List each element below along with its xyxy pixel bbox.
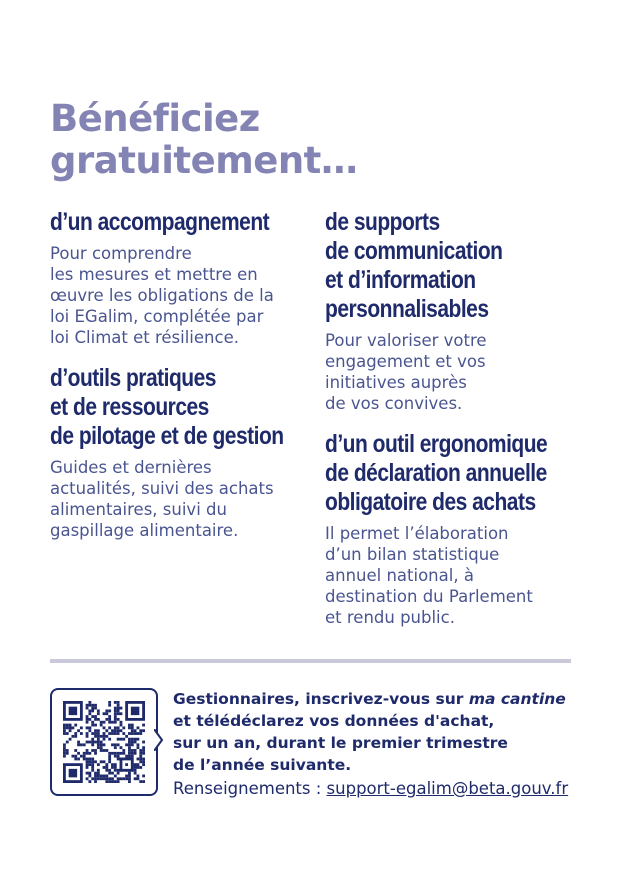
text-line: Pour valoriser votre: [325, 331, 487, 350]
heading-line: personnalisables: [325, 295, 489, 323]
heading-line: de pilotage et de gestion: [50, 422, 284, 450]
benefit-outil-declaration: [325, 430, 575, 628]
text-line: d’un bilan statistique: [325, 545, 500, 564]
text-line: destination du Parlement: [325, 587, 533, 606]
right-column: [325, 208, 575, 644]
text-line: actualités, suivi des achats: [50, 479, 274, 498]
text-line: et rendu public.: [325, 608, 455, 627]
heading-line: d’un accompagnement: [50, 208, 270, 236]
benefit-text: [50, 457, 300, 541]
text-line: loi EGalim, complétée par: [50, 307, 264, 326]
text-line: gaspillage alimentaire.: [50, 521, 239, 540]
text-line: engagement et vos: [325, 352, 486, 371]
text-line: les mesures et mettre en: [50, 265, 258, 284]
heading-line: de supports: [325, 208, 440, 236]
pointer-arrow-icon: [154, 729, 164, 751]
heading-line: de communication: [325, 237, 503, 265]
left-column: [50, 208, 300, 557]
contact-info: [173, 779, 568, 798]
cta-line: et télédéclarez vos données d'achat,: [173, 712, 495, 730]
text-line: de vos convives.: [325, 394, 463, 413]
benefit-text: [325, 523, 575, 628]
benefit-text: [325, 330, 575, 414]
text-line: annuel national, à: [325, 566, 474, 585]
title-line: gratuitement…: [50, 139, 358, 182]
text-line: Pour comprendre: [50, 244, 192, 263]
benefit-text: [50, 243, 300, 348]
benefit-heading: [50, 364, 302, 451]
contact-label: Renseignements :: [173, 779, 327, 798]
benefit-accompagnement: [50, 208, 300, 348]
text-line: initiatives auprès: [325, 373, 467, 392]
heading-line: et de ressources: [50, 393, 209, 421]
support-email-link[interactable]: support-egalim@beta.gouv.fr: [326, 779, 569, 798]
section-divider: [50, 659, 571, 663]
ma-cantine-link[interactable]: ma cantine: [468, 690, 566, 708]
page-title: [50, 98, 357, 182]
text-line: œuvre les obligations de la: [50, 286, 274, 305]
text-line: loi Climat et résilience.: [50, 328, 239, 347]
cta-line: sur un an, durant le premier trimestre: [173, 734, 508, 752]
heading-line: de déclaration annuelle: [325, 459, 547, 487]
cta-line: de l’année suivante.: [173, 756, 352, 774]
cta-text: Gestionnaires, inscrivez-vous sur: [173, 690, 469, 708]
benefit-heading: [50, 208, 302, 237]
benefit-supports: [325, 208, 575, 414]
heading-line: d’un outil ergonomique: [325, 430, 548, 458]
qr-code-icon[interactable]: [50, 688, 158, 796]
title-line: Bénéficiez: [50, 97, 260, 140]
heading-line: obligatoire des achats: [325, 488, 536, 516]
text-line: alimentaires, suivi du: [50, 500, 227, 519]
cta-line: [173, 688, 583, 710]
heading-line: et d’information: [325, 266, 476, 294]
heading-line: d’outils pratiques: [50, 364, 216, 392]
benefit-heading: [325, 208, 577, 324]
benefit-heading: [325, 430, 577, 517]
qr-code-graphic: [63, 701, 145, 783]
text-line: Guides et dernières: [50, 458, 212, 477]
benefit-outils: [50, 364, 300, 541]
text-line: Il permet l’élaboration: [325, 524, 509, 543]
call-to-action: [173, 688, 583, 776]
